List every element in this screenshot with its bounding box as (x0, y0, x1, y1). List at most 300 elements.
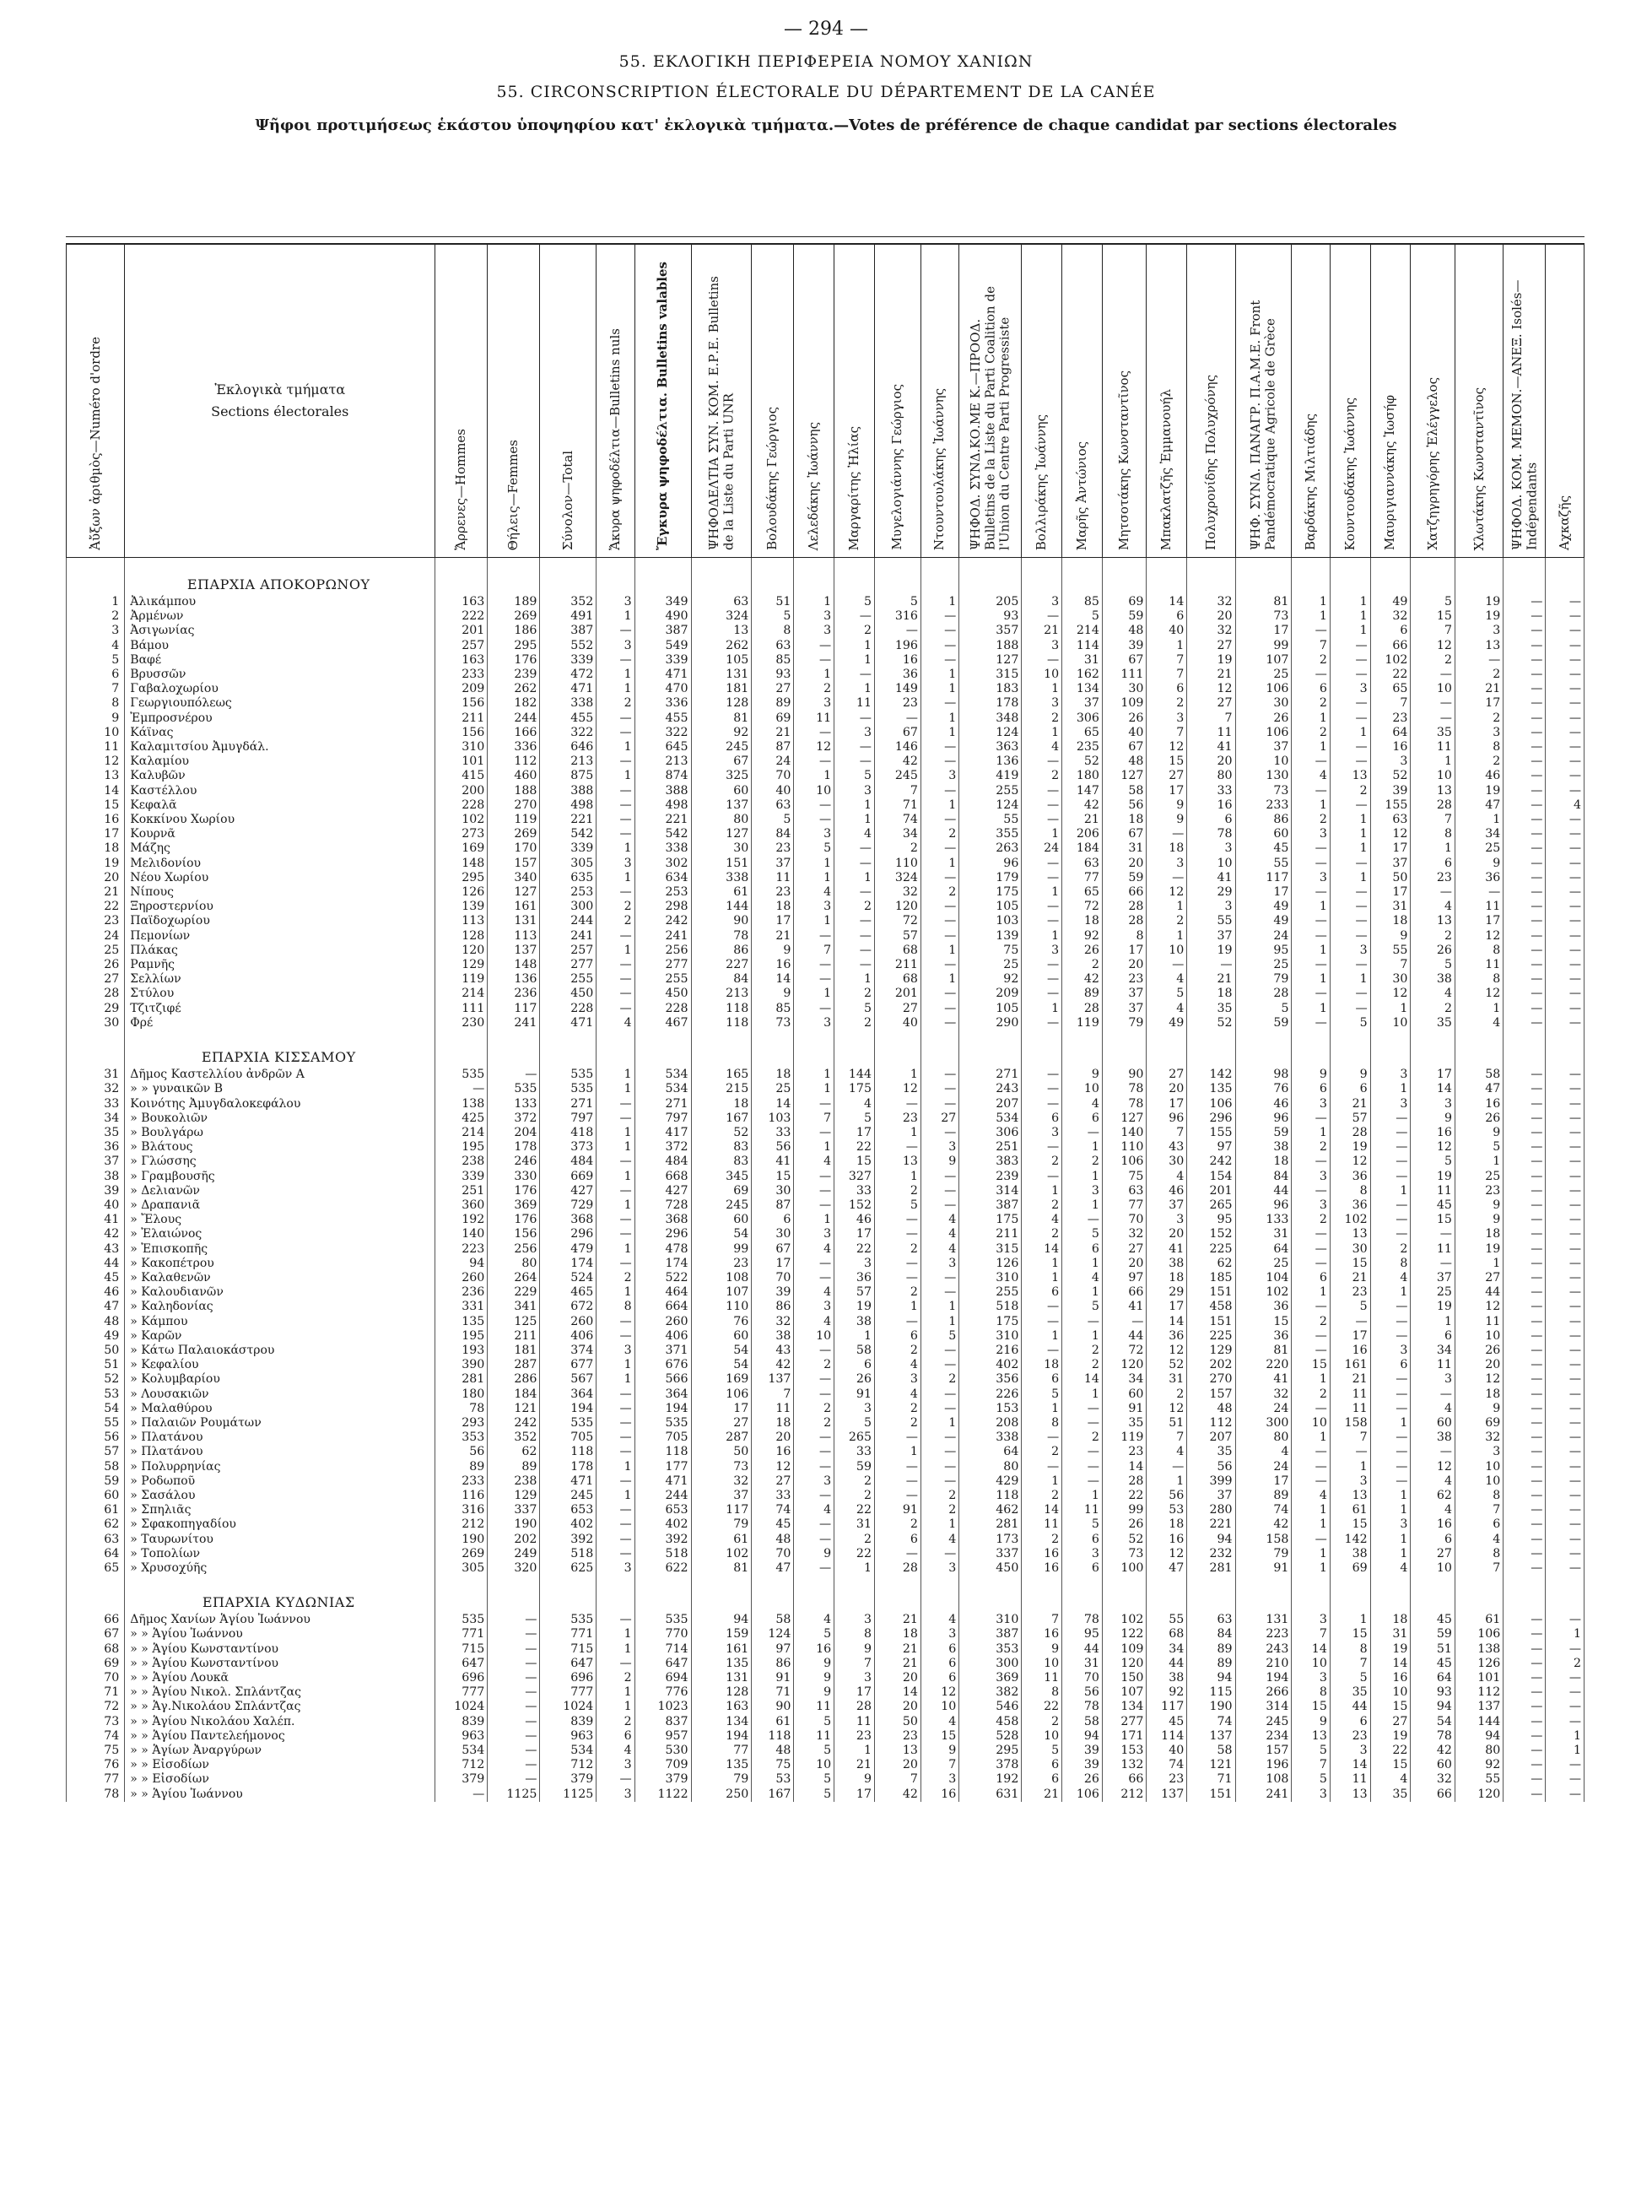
cell-value: 180 (435, 1387, 488, 1402)
cell-value: 4 (874, 1387, 920, 1402)
cell-value: 31 (1062, 1657, 1103, 1671)
cell-value: — (1022, 784, 1062, 798)
cell-value: — (1330, 754, 1370, 769)
cell-value: 6 (1062, 1533, 1103, 1547)
district-spacer (1455, 1030, 1503, 1068)
cell-value: 55 (1235, 857, 1292, 871)
cell-value: 90 (752, 1700, 794, 1714)
cell-value: 3 (1147, 711, 1187, 726)
cell-value: 48 (752, 1744, 794, 1758)
cell-value: 1 (920, 857, 958, 871)
cell-value: 5 (1330, 1671, 1370, 1685)
cell-value: 75 (959, 944, 1022, 958)
cell-value: — (1546, 1772, 1585, 1787)
cell-value: 13 (1455, 639, 1503, 653)
cell-value: 15 (1411, 1213, 1455, 1227)
cell-value: 8 (1411, 827, 1455, 841)
cell-value: 178 (488, 1140, 540, 1155)
cell-value: 383 (959, 1155, 1022, 1169)
cell-value: 225 (1187, 1329, 1235, 1344)
cell-value: 50 (874, 1715, 920, 1729)
table-row (67, 871, 1585, 885)
cell-value: — (874, 1489, 920, 1503)
cell-value: 102 (691, 1547, 752, 1561)
cell-value: 13 (1330, 1489, 1370, 1503)
cell-value: 86 (1235, 813, 1292, 827)
cell-value: 150 (1102, 1671, 1147, 1685)
district-spacer (920, 558, 958, 596)
cell-value: 3 (794, 624, 834, 638)
cell-value: 47 (752, 1561, 794, 1576)
cell-value: 142 (1330, 1533, 1370, 1547)
cell-value: 14 (1147, 1315, 1187, 1329)
cell-value: 470 (634, 682, 691, 696)
cell-value: 2 (1292, 813, 1330, 827)
cell-value: — (1504, 1642, 1546, 1657)
cell-value: 1 (597, 1685, 634, 1700)
row-number: 55 (67, 1416, 125, 1430)
cell-value: 234 (1235, 1729, 1292, 1744)
cell-value: — (1022, 609, 1062, 624)
cell-value: — (488, 1613, 540, 1627)
cell-value: 118 (691, 1016, 752, 1030)
cell-value: 68 (874, 972, 920, 987)
cell-value: 95 (1062, 1627, 1103, 1641)
cell-value: 27 (1187, 696, 1235, 711)
cell-value: 2 (1292, 1387, 1330, 1402)
cell-value: 47 (1455, 1082, 1503, 1096)
row-number: 45 (67, 1271, 125, 1285)
cell-value: — (874, 1140, 920, 1155)
cell-value: — (1546, 1642, 1585, 1657)
cell-value: — (597, 1533, 634, 1547)
cell-value: 7 (1147, 668, 1187, 682)
cell-value: — (435, 1787, 488, 1802)
cell-value: 5 (794, 1627, 834, 1641)
cell-value: 36 (834, 1271, 875, 1285)
district-spacer (874, 1030, 920, 1068)
cell-value: 56 (1187, 1460, 1235, 1474)
cell-value: 534 (435, 1744, 488, 1758)
cell-value: 245 (691, 1198, 752, 1213)
cell-value: 73 (691, 1460, 752, 1474)
cell-value: 9 (1292, 1068, 1330, 1082)
cell-value: 518 (634, 1547, 691, 1561)
cell-value: — (1504, 1227, 1546, 1241)
cell-value: 110 (874, 857, 920, 871)
cell-value: — (1504, 1016, 1546, 1030)
cell-value: 223 (1235, 1627, 1292, 1641)
cell-value: 60 (1411, 1758, 1455, 1772)
table-row (67, 1772, 1585, 1787)
cell-value: 9 (1370, 929, 1411, 944)
cell-value: 2 (597, 900, 634, 914)
district-spacer (794, 1030, 834, 1068)
cell-value: — (874, 624, 920, 638)
cell-value: 5 (1330, 1300, 1370, 1314)
cell-value: 139 (435, 900, 488, 914)
cell-value: — (1504, 784, 1546, 798)
cell-value: 55 (1147, 1613, 1187, 1627)
cell-value: — (920, 1387, 958, 1402)
section-name: Ξηροστερνίου (125, 900, 435, 914)
cell-value: 236 (488, 987, 540, 1001)
row-number: 38 (67, 1170, 125, 1184)
col-valid: Ἔγκυρα ψηφοδέλτια. Bulletins valables (634, 244, 691, 558)
cell-value: 542 (634, 827, 691, 841)
cell-value: 179 (959, 871, 1022, 885)
cell-value: 63 (691, 595, 752, 609)
district-spacer (1292, 1576, 1330, 1613)
cell-value: 50 (691, 1445, 752, 1459)
cell-value: 464 (634, 1285, 691, 1300)
table-row (67, 1387, 1585, 1402)
cell-value: 2 (1022, 1155, 1062, 1169)
cell-value: 52 (1147, 1358, 1187, 1372)
row-number: 19 (67, 857, 125, 871)
cell-value: 120 (1102, 1358, 1147, 1372)
cell-value: 68 (874, 944, 920, 958)
cell-value: — (794, 1198, 834, 1213)
cell-value: 705 (634, 1430, 691, 1445)
district-spacer (794, 558, 834, 596)
cell-value: 1 (1370, 1002, 1411, 1016)
cell-value: 1 (1411, 841, 1455, 856)
cell-value: 26 (1102, 1517, 1147, 1532)
cell-value: 18 (1187, 987, 1235, 1001)
cell-value: 1 (1147, 639, 1187, 653)
cell-value: — (1370, 1198, 1411, 1213)
cell-value: — (488, 1772, 540, 1787)
cell-value: 135 (691, 1758, 752, 1772)
cell-value: 2 (1022, 1533, 1062, 1547)
cell-value: 669 (540, 1170, 597, 1184)
district-spacer (435, 1030, 488, 1068)
cell-value: 1 (1370, 1416, 1411, 1430)
cell-value: 108 (1235, 1772, 1292, 1787)
row-number: 17 (67, 827, 125, 841)
cell-value: — (1022, 914, 1062, 928)
table-row (67, 1517, 1585, 1532)
cell-value: 24 (1235, 929, 1292, 944)
cell-value: — (1546, 958, 1585, 972)
cell-value: 1 (1330, 841, 1370, 856)
cell-value: 5 (834, 595, 875, 609)
district-spacer (67, 1576, 125, 1613)
cell-value: 69 (1102, 595, 1147, 609)
cell-value: 6 (752, 1213, 794, 1227)
cell-value: — (1504, 813, 1546, 827)
cell-value: — (1546, 885, 1585, 900)
cell-value: 13 (691, 624, 752, 638)
cell-value: 1 (1292, 1002, 1330, 1016)
cell-value: 69 (1330, 1561, 1370, 1576)
cell-value: 11 (1022, 1517, 1062, 1532)
cell-value: — (920, 1184, 958, 1198)
cell-value: 16 (1022, 1561, 1062, 1576)
cell-value: — (1546, 1300, 1585, 1314)
cell-value: 7 (1370, 696, 1411, 711)
cell-value: 9 (794, 1685, 834, 1700)
cell-value: 113 (488, 929, 540, 944)
cell-value: 316 (435, 1503, 488, 1517)
cell-value: 5 (1292, 1772, 1330, 1787)
cell-value: — (1292, 857, 1330, 871)
cell-value: 21 (874, 1657, 920, 1671)
cell-value: 771 (435, 1627, 488, 1641)
cell-value: — (1504, 1170, 1546, 1184)
cell-value: 87 (752, 740, 794, 754)
cell-value: — (597, 1657, 634, 1671)
cell-value: 281 (959, 1517, 1022, 1532)
cell-value: 280 (1187, 1503, 1235, 1517)
cell-value: — (1504, 1561, 1546, 1576)
cell-value: 2 (834, 1016, 875, 1030)
cell-value: 118 (540, 1445, 597, 1459)
cell-value: — (1062, 1315, 1103, 1329)
cell-value: 1 (597, 1198, 634, 1213)
cell-value: 4 (1455, 1016, 1503, 1030)
cell-value: 229 (488, 1285, 540, 1300)
cell-value: 9 (1147, 813, 1187, 827)
cell-value: 94 (1455, 1729, 1503, 1744)
cell-value: 124 (959, 726, 1022, 740)
cell-value: 28 (874, 1561, 920, 1576)
cell-value: 76 (691, 1315, 752, 1329)
cell-value: 36 (1235, 1329, 1292, 1344)
cell-value: 1 (597, 1140, 634, 1155)
cell-value: 1 (597, 1170, 634, 1184)
cell-value: — (1546, 1671, 1585, 1685)
cell-value: 266 (1235, 1685, 1292, 1700)
cell-value: 28 (1062, 1002, 1103, 1016)
cell-value: — (597, 1097, 634, 1111)
cell-value: — (1022, 798, 1062, 813)
section-name: » Ἔλους (125, 1213, 435, 1227)
cell-value: 7 (874, 784, 920, 798)
cell-value: 797 (634, 1111, 691, 1126)
cell-value: 43 (752, 1344, 794, 1358)
cell-value: 491 (540, 609, 597, 624)
cell-value: 106 (1455, 1627, 1503, 1641)
cell-value: 352 (540, 595, 597, 609)
cell-value: — (1292, 1155, 1330, 1169)
cell-value: 40 (1102, 726, 1147, 740)
cell-value: 39 (1062, 1758, 1103, 1772)
cell-value: 63 (1370, 813, 1411, 827)
cell-value: 74 (1235, 1503, 1292, 1517)
cell-value: 2 (834, 1474, 875, 1489)
cell-value: 339 (540, 841, 597, 856)
cell-value: 647 (435, 1657, 488, 1671)
cell-value: 6 (1147, 609, 1187, 624)
cell-value: 310 (435, 740, 488, 754)
cell-value: 3 (920, 1140, 958, 1155)
cell-value: — (1504, 1402, 1546, 1416)
cell-value: — (1504, 1344, 1546, 1358)
cell-value: — (1504, 653, 1546, 668)
cell-value: 10 (1147, 944, 1187, 958)
cell-value: 4 (1411, 900, 1455, 914)
cell-value: — (1546, 857, 1585, 871)
row-number: 20 (67, 871, 125, 885)
cell-value: 2 (597, 1271, 634, 1285)
cell-value: — (1504, 944, 1546, 958)
cell-value: 320 (488, 1561, 540, 1576)
cell-value: 148 (435, 857, 488, 871)
col-c16: Αχκαζῆς (1546, 244, 1585, 558)
cell-value: 23 (1455, 1184, 1503, 1198)
cell-value: 49 (1235, 914, 1292, 928)
cell-value: 43 (1147, 1140, 1187, 1155)
table-row (67, 857, 1585, 871)
cell-value: 62 (488, 1445, 540, 1459)
cell-value: 12 (1411, 1460, 1455, 1474)
cell-value: 94 (1187, 1533, 1235, 1547)
cell-value: — (597, 1547, 634, 1561)
row-number: 2 (67, 609, 125, 624)
cell-value: — (834, 914, 875, 928)
cell-value: — (794, 1170, 834, 1184)
cell-value: 16 (1330, 1344, 1370, 1358)
cell-value: 78 (1062, 1613, 1103, 1627)
cell-value: 26 (834, 1372, 875, 1387)
cell-value: 13 (874, 1155, 920, 1169)
cell-value: 2 (1292, 726, 1330, 740)
cell-value: 30 (1235, 696, 1292, 711)
cell-value: — (597, 1213, 634, 1227)
section-name: Βρυσσῶν (125, 668, 435, 682)
cell-value: 2 (1147, 696, 1187, 711)
cell-value: 10 (794, 784, 834, 798)
cell-value: 9 (920, 1744, 958, 1758)
cell-value: 777 (540, 1685, 597, 1700)
cell-value: 4 (794, 1315, 834, 1329)
cell-value: 11 (1330, 1402, 1370, 1416)
cell-value: 133 (488, 1097, 540, 1111)
cell-value: 30 (752, 1227, 794, 1241)
cell-value: 54 (691, 1344, 752, 1358)
cell-value: 105 (691, 653, 752, 668)
cell-value: 91 (752, 1671, 794, 1685)
cell-value: 131 (691, 668, 752, 682)
cell-value: 530 (634, 1744, 691, 1758)
cell-value: 672 (540, 1300, 597, 1314)
cell-value: 32 (1235, 1387, 1292, 1402)
cell-value: 27 (1102, 1242, 1147, 1257)
cell-value: 75 (752, 1758, 794, 1772)
cell-value: — (1546, 1111, 1585, 1126)
section-name: » » Ἁγ.Νικολάου Σπλάντζας (125, 1700, 435, 1714)
cell-value: 647 (634, 1657, 691, 1671)
cell-value: 73 (752, 1016, 794, 1030)
cell-value: 45 (1411, 1657, 1455, 1671)
cell-value: 260 (540, 1315, 597, 1329)
cell-value: 348 (959, 711, 1022, 726)
cell-value: 42 (752, 1358, 794, 1372)
cell-value: 78 (435, 1402, 488, 1416)
cell-value: 244 (488, 711, 540, 726)
section-name: » Καλαθενῶν (125, 1271, 435, 1285)
cell-value: 243 (959, 1082, 1022, 1096)
cell-value: 3 (834, 1402, 875, 1416)
cell-value: 262 (488, 682, 540, 696)
table-row (67, 696, 1585, 711)
cell-value: 84 (752, 827, 794, 841)
cell-value: 35 (1370, 1787, 1411, 1802)
cell-value: 425 (435, 1111, 488, 1126)
cell-value: 71 (1187, 1772, 1235, 1787)
cell-value: 83 (691, 1140, 752, 1155)
table-row (67, 1068, 1585, 1082)
row-number: 24 (67, 929, 125, 944)
cell-value: 51 (1411, 1642, 1455, 1657)
cell-value: 4 (834, 827, 875, 841)
cell-value: 1 (794, 1068, 834, 1082)
cell-value: 95 (1235, 944, 1292, 958)
cell-value: — (1330, 740, 1370, 754)
section-name: » Βλάτους (125, 1140, 435, 1155)
col-c7: Μαρῆς Ἀντώνιος (1062, 244, 1103, 558)
cell-value: 3 (794, 827, 834, 841)
table-row (67, 1489, 1585, 1503)
cell-value: — (597, 929, 634, 944)
district-spacer (540, 1030, 597, 1068)
cell-value: 17 (1147, 1300, 1187, 1314)
cell-value: 31 (1370, 900, 1411, 914)
table-row (67, 1155, 1585, 1169)
district-spacer (691, 558, 752, 596)
cell-value: 10 (1022, 1657, 1062, 1671)
cell-value: — (1062, 1213, 1103, 1227)
cell-value: 42 (1062, 972, 1103, 987)
cell-value: 7 (874, 1772, 920, 1787)
cell-value: — (920, 1474, 958, 1489)
cell-value: 406 (540, 1329, 597, 1344)
cell-value: 1 (1330, 1613, 1370, 1627)
section-name: Ἀσιγωνίας (125, 624, 435, 638)
cell-value: 694 (634, 1671, 691, 1685)
cell-value: 9 (794, 1671, 834, 1685)
cell-value: 36 (874, 668, 920, 682)
cell-value: 39 (1062, 1744, 1103, 1758)
cell-value: 68 (1147, 1627, 1187, 1641)
cell-value: 339 (634, 653, 691, 668)
cell-value: 471 (634, 668, 691, 682)
cell-value: 33 (752, 1489, 794, 1503)
cell-value: 241 (540, 929, 597, 944)
district-spacer (691, 1576, 752, 1613)
cell-value: 89 (488, 1460, 540, 1474)
cell-value: — (1504, 1627, 1546, 1641)
cell-value: 2 (1292, 696, 1330, 711)
cell-value: 46 (1235, 1097, 1292, 1111)
cell-value: 117 (488, 1002, 540, 1016)
cell-value: — (834, 754, 875, 769)
cell-value: 1 (834, 1744, 875, 1758)
cell-value: 5 (834, 1416, 875, 1430)
cell-value: 1 (597, 668, 634, 682)
cell-value: — (1546, 1613, 1585, 1627)
cell-value: — (1330, 711, 1370, 726)
cell-value: — (1546, 1227, 1585, 1241)
cell-value: 271 (959, 1068, 1022, 1082)
row-number: 73 (67, 1715, 125, 1729)
cell-value: 3 (1292, 827, 1330, 841)
cell-value: 1 (874, 1300, 920, 1314)
cell-value: — (1504, 1257, 1546, 1271)
cell-value: 93 (959, 609, 1022, 624)
